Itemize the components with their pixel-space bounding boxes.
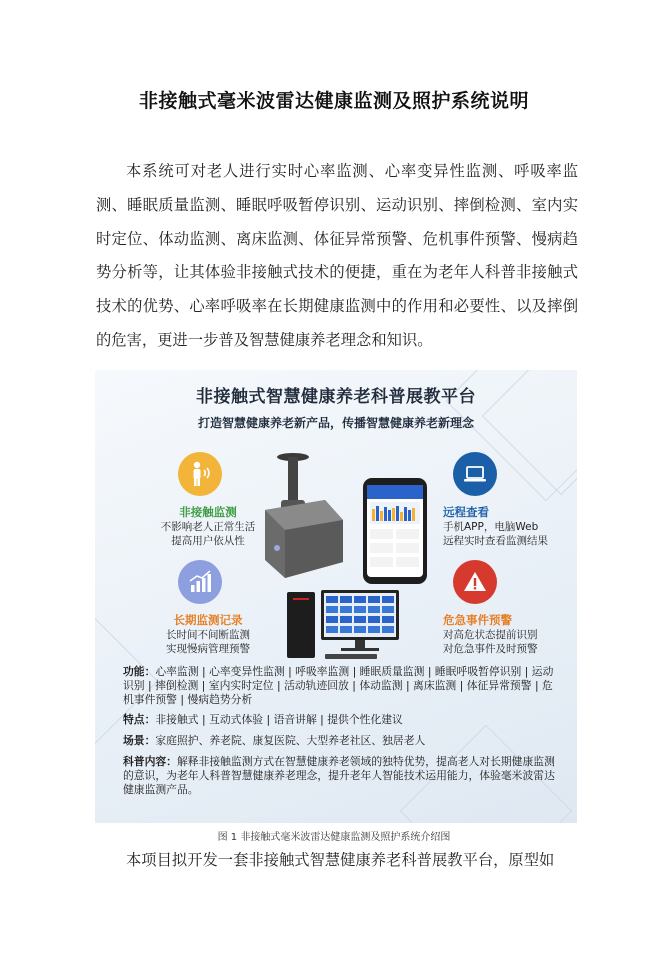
- feature-remote: [443, 452, 577, 548]
- info-function-text: 心率监测 | 心率变异性监测 | 呼吸率监测 | 睡眠质量监测 | 睡眠呼吸暂停识别 | 运动识别 | 摔倒检测 | 室内实时定位 | 活动轨迹回放 | 体动监测 | 离床监测 | 体征异常预警 | 危机事件预警 | 慢病趋势分析: [123, 665, 554, 706]
- warning-icon: [453, 560, 497, 604]
- feature-longterm-line2: 实现慢病管理预警: [166, 643, 250, 655]
- poster-title: 非接触式智慧健康养老科普展教平台: [196, 387, 476, 407]
- info-science-row: [123, 755, 555, 796]
- info-feature-label: 特点：: [123, 713, 156, 727]
- feature-danger: [443, 560, 577, 656]
- laptop-icon: [453, 452, 497, 496]
- info-science-label: 科普内容：: [123, 754, 177, 768]
- poster-info-block: [123, 665, 555, 803]
- document-title: 非接触式毫米波雷达健康监测及照护系统说明: [138, 90, 529, 112]
- info-scene-text: 家庭照护、养老院、康复医院、大型养老社区、独居老人: [155, 734, 426, 748]
- feature-danger-line1: 对高危状态提前识别: [443, 629, 538, 641]
- feature-longterm-line1: 长时间不间断监测: [166, 629, 250, 641]
- info-scene-row: [123, 734, 555, 748]
- feature-remote-line1: 手机APP，电脑Web: [443, 521, 539, 533]
- feature-contactless-name: 非接触监测: [179, 505, 237, 519]
- figure-caption: 图 1 非接触式毫米波雷达健康监测及照护系统介绍图: [217, 832, 451, 843]
- intro-figure: [95, 370, 577, 823]
- feature-contactless-line1: 不影响老人正常生活: [160, 521, 256, 533]
- info-function-row: [123, 665, 555, 706]
- feature-longterm-name: 长期监测记录: [173, 613, 243, 627]
- computer-web-image: [285, 588, 405, 664]
- project-paragraph: 本项目拟开发一套非接触式智慧健康养老科普展教平台，原型如: [126, 851, 555, 869]
- person-wave-icon: [178, 452, 222, 496]
- intro-paragraph: 本系统可对老人进行实时心率监测、心率变异性监测、呼吸率监测、睡眠质量监测、睡眠呼吸暂停识别、运动识别、摔倒检测、室内实时定位、体动监测、离床监测、体征异常预警、危机事件预警、慢病趋势分析等，让其体验非接触式技术的便捷，重在为老年人科普非接触式技术的优势、心率呼吸率在长期健康监测中的作用和必要性、以及摔倒的危害，更进一步普及智慧健康养老理念和知识。: [96, 162, 578, 349]
- info-feature-text: 非接触式 | 互动式体验 | 语音讲解 | 提供个性化建议: [155, 713, 403, 727]
- radar-device-image: [255, 450, 355, 590]
- feature-remote-name: 远程查看: [443, 505, 489, 519]
- feature-danger-name: 危急事件预警: [443, 613, 512, 627]
- phone-app-image: [362, 477, 428, 585]
- info-feature-row: [123, 713, 555, 727]
- poster-subtitle: 打造智慧健康养老新产品，传播智慧健康养老新理念: [197, 416, 474, 430]
- info-scene-label: 场景：: [123, 734, 156, 748]
- feature-contactless-line2: 提高用户依从性: [171, 535, 245, 547]
- feature-remote-line2: 远程实时查看监测结果: [443, 535, 548, 547]
- feature-danger-line2: 对危急事件及时预警: [443, 643, 538, 655]
- bar-chart-icon: [178, 560, 222, 604]
- info-science-text: 解释非接触监测方式在智慧健康养老领域的独特优势，提高老人对长期健康监测的意识，为老年人科普智慧健康养老理念，提升老年人智能技术运用能力，体验毫米波雷达健康监测产品。: [123, 754, 555, 796]
- info-function-label: 功能：: [123, 665, 156, 678]
